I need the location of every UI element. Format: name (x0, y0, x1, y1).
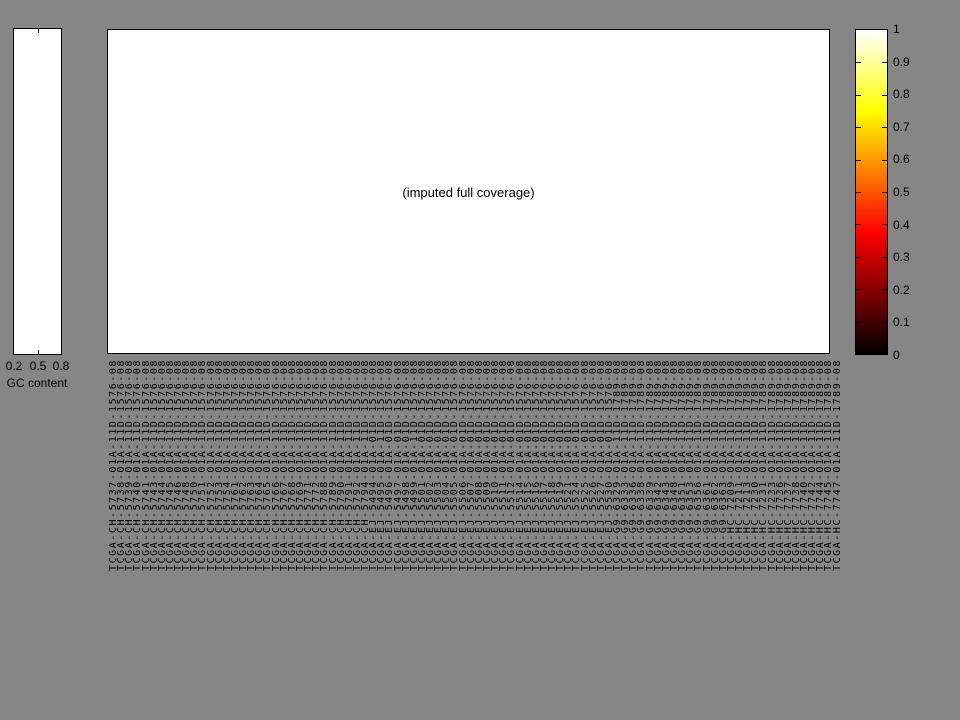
sample-barcode-text: TCGA-G9-6343-01A-11D-1789-08 (660, 359, 672, 571)
colorbar-tick-label: 0.5 (893, 185, 910, 199)
sample-barcode-text: TCGA-HC-7744-01A-11D-1789-08 (815, 359, 827, 571)
sample-barcode-text: TCGA-CH-5762-01A-11D-1576-08 (238, 359, 250, 571)
colorbar-tick (856, 127, 861, 128)
colorbar-tick (882, 95, 887, 96)
sample-barcode-text: TCGA-EJ-5514-01A-01D-1576-08 (514, 359, 526, 571)
sample-barcode-text: TCGA-G9-6348-01A-11D-1789-08 (668, 359, 680, 571)
colorbar-tick (882, 160, 887, 161)
sample-barcode-text: TCGA-CH-5752-01A-11D-1576-08 (205, 359, 217, 571)
gc-tick-label: 0.2 (5, 359, 23, 373)
colorbar-tick (882, 257, 887, 258)
sample-barcode-text: TCGA-HC-7233-01A-11D-1789-08 (766, 359, 778, 571)
sample-barcode-text: TCGA-EJ-5498-01A-01D-1576-08 (400, 359, 412, 571)
sample-barcode-text: TCGA-CH-5745-01A-11D-1576-08 (164, 359, 176, 571)
gc-axis-tick-top (38, 29, 39, 33)
sample-barcode-text: TCGA-CH-5746-01A-11D-1576-08 (173, 359, 185, 571)
sample-barcode-text: TCGA-HC-7738-01A-11D-1789-08 (790, 359, 802, 571)
gc-tick-label: 0.5 (29, 359, 47, 373)
sample-barcode-text: TCGA-CH-5767-01A-11D-1576-08 (278, 359, 290, 571)
sample-barcode-text: TCGA-EJ-5504-01A-01D-1576-08 (441, 359, 453, 571)
sample-barcode-text: TCGA-EJ-5517-01A-01D-1576-08 (538, 359, 550, 571)
sample-barcode-text: TCGA-EJ-5516-01A-01D-1576-08 (530, 359, 542, 571)
colorbar-tick-label: 0 (893, 348, 900, 362)
sample-barcode-text: TCGA-CH-5739-01A-11D-1576-08 (124, 359, 136, 571)
sample-barcode-text: TCGA-HC-7747-01A-11D-1789-08 (831, 359, 843, 571)
sample-barcode-text: TCGA-CH-5753-01A-11D-1576-08 (213, 359, 225, 571)
sample-barcode-text: TCGA-HC-7231-01A-11D-1789-08 (758, 359, 770, 571)
sample-barcode-text: TCGA-CH-5740-01A-11D-1576-08 (132, 359, 144, 571)
colorbar-tick (882, 127, 887, 128)
sample-barcode-text: TCGA-EJ-5518-01A-01D-1576-08 (547, 359, 559, 571)
gc-tick-label: 0.8 (52, 359, 70, 373)
colorbar-tick-label: 0.7 (893, 119, 910, 134)
colorbar-tick (882, 62, 887, 63)
colorbar-tick (882, 192, 887, 193)
sample-barcode-text: TCGA-EJ-5511-01A-01D-1576-08 (498, 359, 510, 571)
sample-barcode-text: TCGA-HC-7213-01A-11D-1789-08 (742, 359, 754, 571)
sample-barcode-text: TCGA-G9-6356-01A-11D-1789-08 (693, 359, 705, 571)
sample-barcode-text: TCGA-CH-5748-01A-11D-1576-08 (181, 359, 193, 571)
sample-barcode-text: TCGA-G9-6329-01A-11D-1789-08 (612, 359, 624, 571)
sample-barcode-text: TCGA-G9-6363-01A-11D-1789-08 (717, 359, 729, 571)
sample-barcode-text: TCGA-CH-5764-01A-11D-1576-08 (254, 359, 266, 571)
sample-barcode-text: TCGA-CH-5761-01A-11D-1576-08 (229, 359, 241, 571)
sample-barcode-text: TCGA-EJ-5497-01A-01D-1576-08 (392, 359, 404, 571)
sample-barcode-text: TCGA-CH-5789-01A-11D-1576-08 (327, 359, 339, 571)
sample-barcode-text: TCGA-G9-6339-01A-11D-1789-08 (644, 359, 656, 571)
sample-barcode-text: TCGA-EJ-5512-01A-01D-1576-08 (506, 359, 518, 571)
coverage-placeholder-text: (imputed full coverage) (402, 185, 535, 200)
sample-barcode-text: TCGA-EJ-5495-01A-11D-1576-08 (376, 359, 388, 571)
colorbar-tick (856, 160, 861, 161)
sample-barcode-text: TCGA-G9-6338-01A-11D-1789-08 (636, 359, 648, 571)
gc-axis-label: GC content (6, 376, 68, 390)
sample-barcode-text: TCGA-EJ-5521-01A-01D-1576-08 (563, 359, 575, 571)
colorbar-tick (882, 289, 887, 290)
colorbar-tick (882, 322, 887, 323)
colorbar-tick-label: 0.4 (893, 217, 910, 232)
sample-barcode-text: TCGA-EJ-5503-01A-01D-1576-08 (433, 359, 445, 571)
sample-barcode-text: TCGA-EJ-5502-01A-01D-1576-08 (425, 359, 437, 571)
sample-barcode-text: TCGA-EJ-5526-01A-01D-1576-08 (587, 359, 599, 571)
sample-barcode-text: TCGA-HC-7230-01A-11D-1789-08 (750, 359, 762, 571)
sample-barcode-text: TCGA-EJ-5509-01A-01D-1576-08 (481, 359, 493, 571)
sample-barcode-text: TCGA-EJ-5507-01A-01D-1576-08 (465, 359, 477, 571)
sample-barcode-text: TCGA-CH-5763-01A-11D-1576-08 (246, 359, 258, 571)
sample-barcode-text: TCGA-CH-5754-01A-11D-1576-08 (221, 359, 233, 571)
sample-barcode-text: TCGA-CH-5788-01A-11D-1576-08 (319, 359, 331, 571)
gc-axis-tick-bottom (38, 350, 39, 354)
sample-barcode-text: TCGA-CH-5737-01A-11D-1576-08 (108, 359, 119, 571)
sample-barcode-text: TCGA-EJ-5496-01A-01D-1576-08 (384, 359, 396, 571)
colorbar-tick-label: 0.8 (893, 87, 910, 102)
sample-barcode-text: TCGA-G9-6333-01A-11D-1789-08 (620, 359, 632, 571)
colorbar-tick-label: 0.9 (893, 54, 910, 69)
sample-barcode-text: TCGA-HC-7742-01A-11D-1789-08 (807, 359, 819, 571)
colorbar-tick-label: 0.6 (893, 152, 910, 167)
sample-barcode-text: TCGA-CH-5743-01A-11D-1576-08 (148, 359, 160, 571)
sample-barcode-text: TCGA-EJ-5501-01A-01D-1576-08 (416, 359, 428, 571)
colorbar-tick (856, 224, 861, 225)
colorbar-tick-label: 1 (893, 22, 900, 36)
sample-barcode-text: TCGA-EJ-5506-01A-01D-1576-08 (457, 359, 469, 571)
sample-barcode-text: TCGA-G9-6361-01A-11D-1789-08 (701, 359, 713, 571)
sample-barcode-text: TCGA-CH-5790-01A-11D-1576-08 (335, 359, 347, 571)
sample-barcode-text: TCGA-EJ-5505-01A-01D-1576-08 (449, 359, 461, 571)
sample-barcode-text: TCGA-EJ-5499-01A-11D-1576-08 (408, 359, 420, 571)
sample-barcode-text: TCGA-CH-5769-01A-11D-1576-08 (294, 359, 306, 571)
sample-barcode-text: TCGA-CH-5772-01A-11D-1576-08 (311, 359, 323, 571)
sample-barcode-text: TCGA-EJ-5508-01A-01D-1576-08 (473, 359, 485, 571)
colorbar-tick (856, 95, 861, 96)
sample-barcode-text: TCGA-EJ-5519-01A-01D-1576-08 (555, 359, 567, 571)
sample-barcode-text: TCGA-HC-7209-01A-11D-1789-08 (725, 359, 737, 571)
sample-barcode-text: TCGA-CH-5751-01A-11D-1576-08 (197, 359, 209, 571)
colorbar-tick-label: 0.2 (893, 282, 910, 297)
colorbar-tick (856, 289, 861, 290)
sample-barcode-text: TCGA-EJ-5530-01A-01D-1576-08 (603, 359, 615, 571)
sample-barcode-text: TCGA-CH-5794-01A-11D-1576-08 (360, 359, 372, 571)
sample-barcode-text: TCGA-G9-6353-01A-11D-1789-08 (685, 359, 697, 571)
sample-barcode-text: TCGA-HC-7211-01A-11D-1789-08 (734, 359, 745, 571)
sample-barcode-text: TCGA-CH-5768-01A-11D-1576-08 (286, 359, 298, 571)
sample-barcode-text: TCGA-CH-5744-01A-11D-1576-08 (156, 359, 168, 571)
colorbar-tick-label: 0.1 (893, 315, 910, 330)
sample-barcode-text: TCGA-CH-5750-01A-11D-1576-08 (189, 359, 201, 571)
colorbar-tick (856, 322, 861, 323)
sample-barcode-text: TCGA-HC-7745-01A-11D-1789-08 (823, 359, 835, 571)
sample-barcode-text: TCGA-G9-6351-01A-11D-1789-08 (677, 359, 689, 571)
sample-barcode-text: TCGA-G9-6336-01A-11D-1789-08 (628, 359, 640, 571)
sample-barcode-text: TCGA-CH-5766-01A-11D-1576-08 (270, 359, 282, 571)
colorbar-tick (856, 192, 861, 193)
sample-barcode-text: TCGA-CH-5741-01A-11D-1576-08 (140, 359, 152, 571)
sample-barcode-text: TCGA-HC-7737-01A-11D-1789-08 (782, 359, 794, 571)
sample-barcode-text: TCGA-G9-6342-01A-11D-1789-08 (652, 359, 664, 571)
sample-barcode-text: TCGA-EJ-5524-01A-01D-1576-08 (571, 359, 583, 571)
sample-barcode-text: TCGA-CH-5771-01A-11D-1576-08 (303, 359, 315, 571)
sample-barcode-text: TCGA-CH-5765-01A-11D-1576-08 (262, 359, 274, 571)
sample-barcode-text: TCGA-EJ-5510-01A-01D-1576-08 (490, 359, 502, 571)
colorbar-tick (856, 257, 861, 258)
sample-barcode-text: TCGA-HC-7736-01A-11D-1789-08 (774, 359, 786, 571)
colorbar-tick (856, 62, 861, 63)
sample-barcode-text: TCGA-CH-5791-01A-11D-1576-08 (343, 359, 355, 571)
sample-barcode-text: TCGA-EJ-5525-01A-01D-1576-08 (579, 359, 591, 571)
sample-barcode-text: TCGA-EJ-5515-01A-01D-1576-08 (522, 359, 534, 571)
sample-barcode-text: TCGA-CH-5792-01A-11D-1576-08 (351, 359, 363, 571)
sample-barcode-text: TCGA-HC-7740-01A-11D-1789-08 (799, 359, 811, 571)
sample-barcode-text: TCGA-EJ-5527-01A-01D-1576-08 (595, 359, 607, 571)
coverage-heatmap-panel (107, 29, 830, 354)
sample-barcode-text: TCGA-G9-6362-01A-11D-1789-08 (709, 359, 721, 571)
colorbar-tick-label: 0.3 (893, 250, 910, 265)
sample-barcode-text: TCGA-EJ-5494-01A-01D-1576-08 (368, 359, 380, 571)
colorbar-tick (882, 224, 887, 225)
sample-barcode-text: TCGA-CH-5738-01A-11D-1576-08 (116, 359, 128, 571)
colorbar (855, 29, 888, 355)
gc-content-panel (13, 28, 62, 355)
